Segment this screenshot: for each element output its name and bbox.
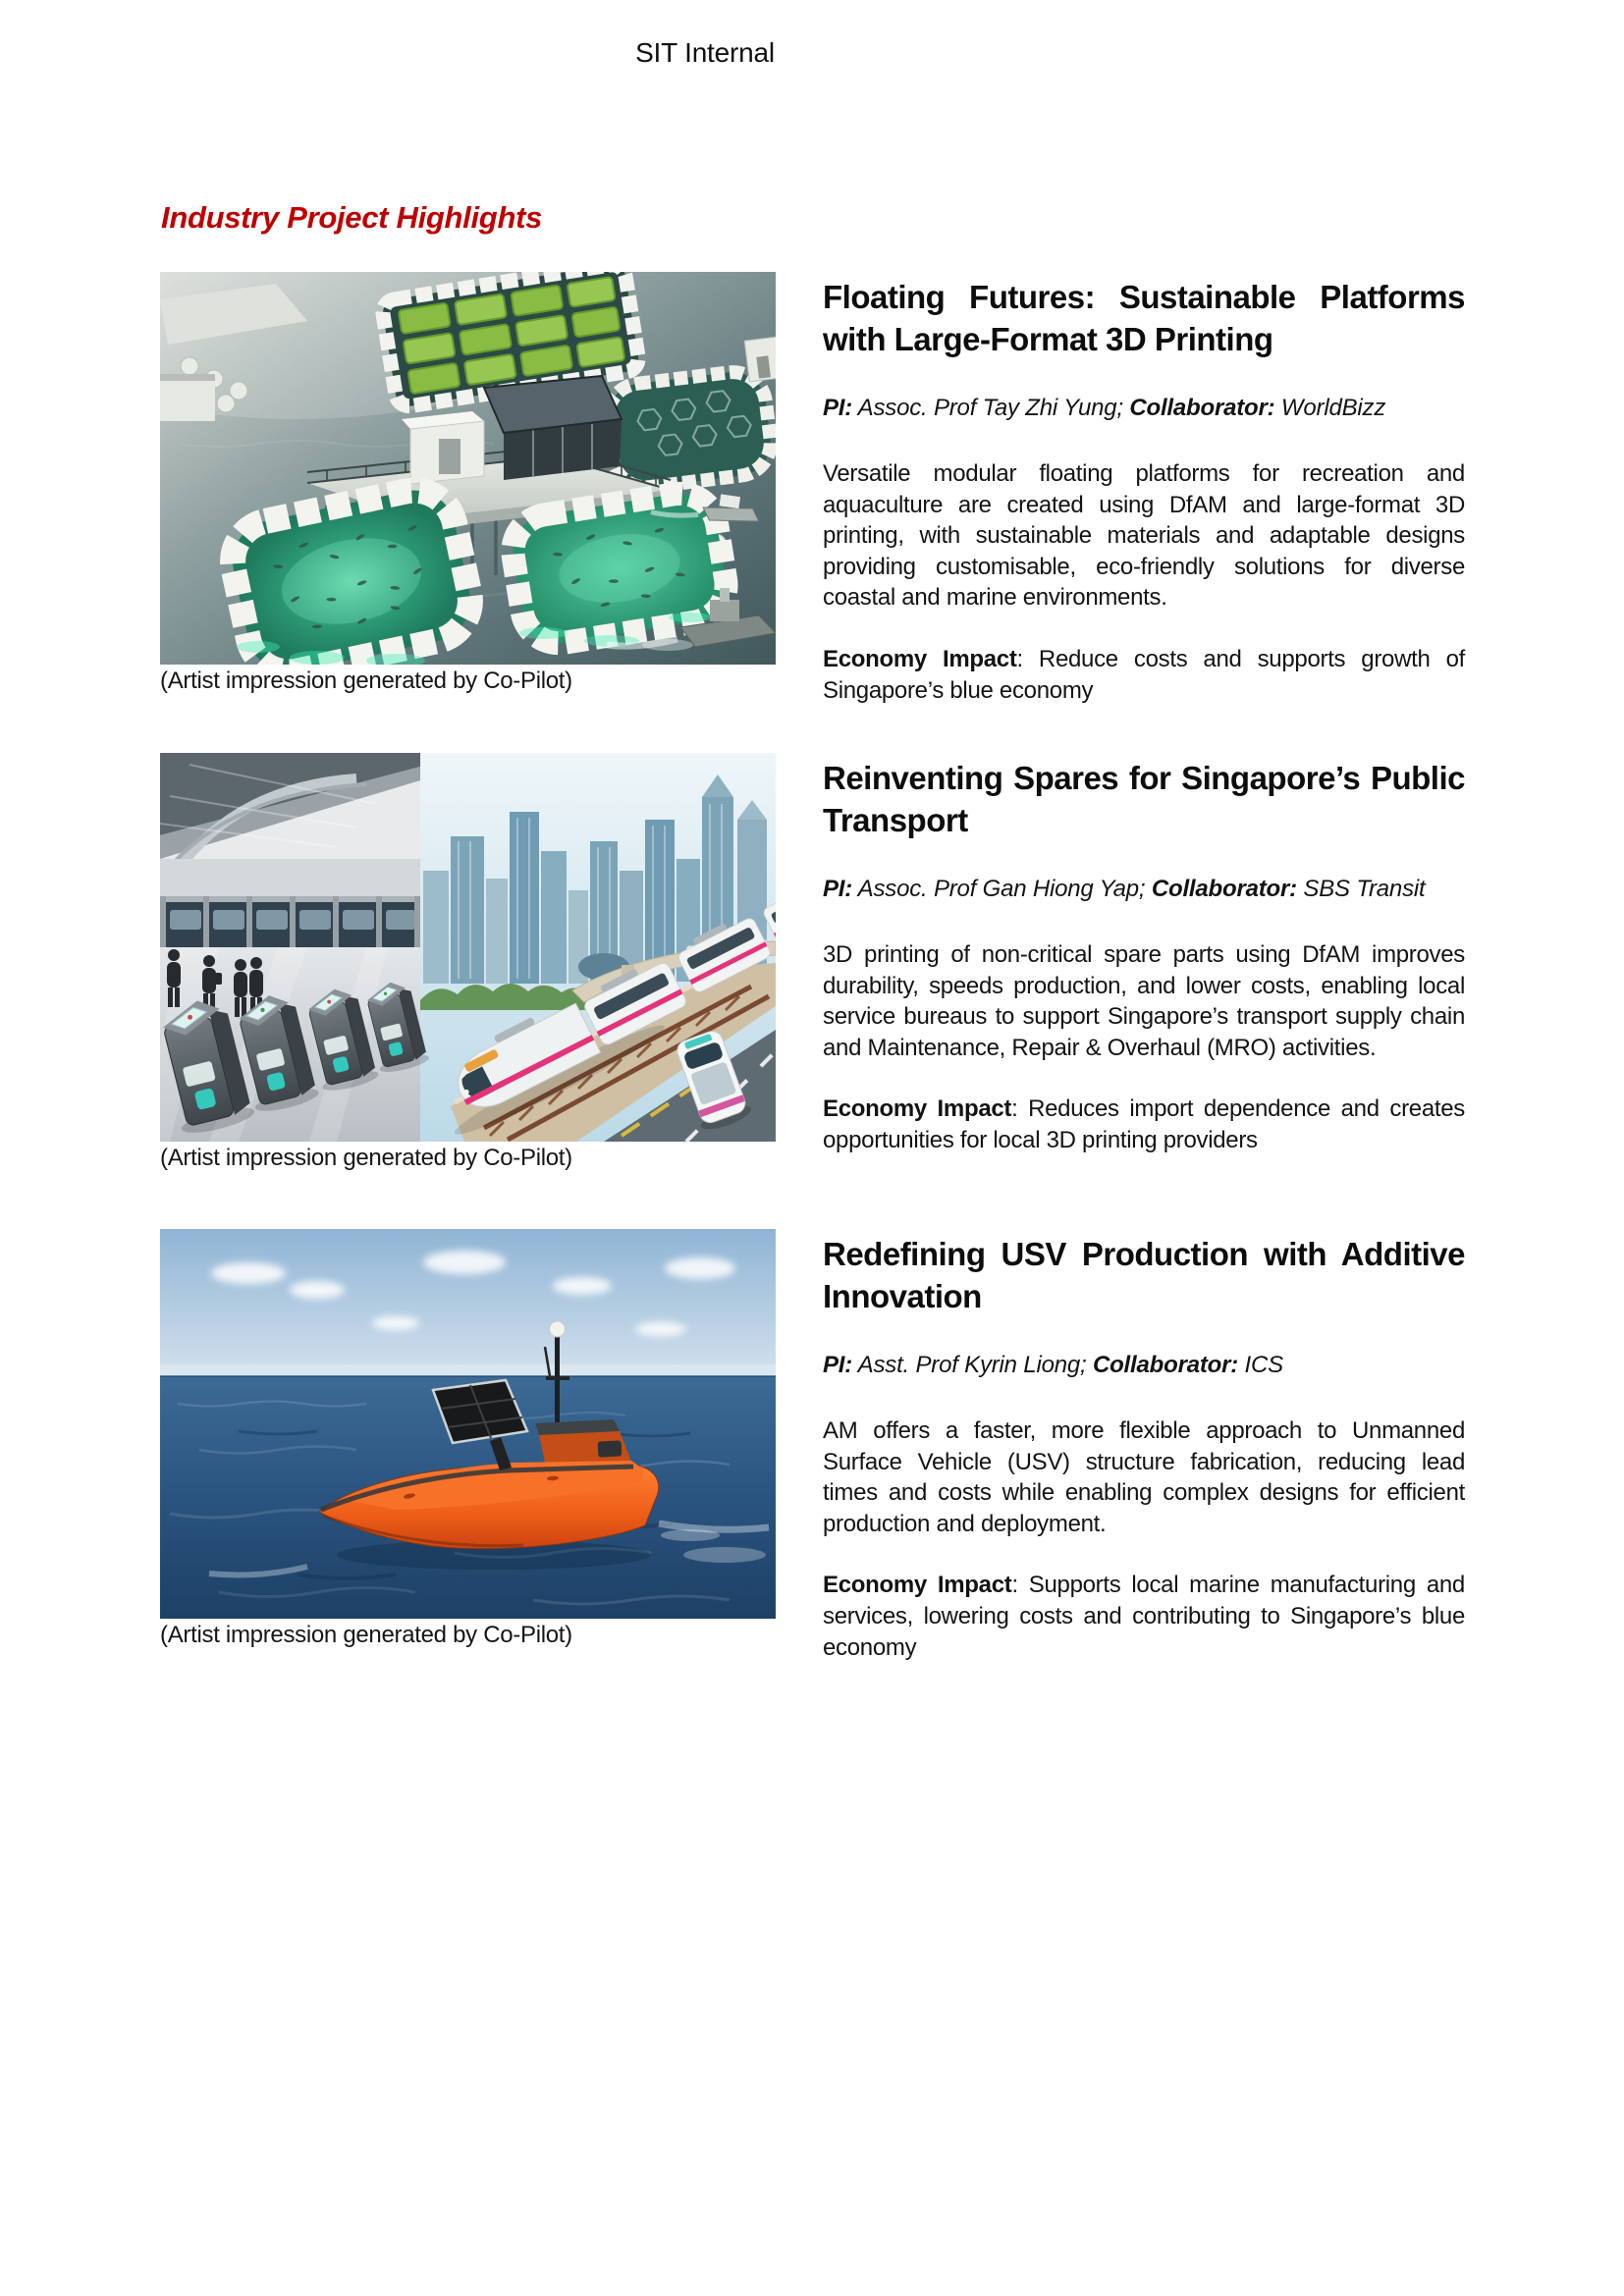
project-description: Versatile modular floating platforms for recreation and aquaculture are created using DfAM and large-format 3D printing, with sustainable materials and adaptable designs providing customisable, eco-friendly solutions for diverse coastal and marine environments. bbox=[823, 460, 1465, 612]
pi-line bbox=[823, 1351, 1465, 1380]
economy-impact-text: : Reduce costs and supports growth of Singapore’s blue economy bbox=[823, 645, 1465, 704]
floating-platforms-illustration bbox=[160, 272, 776, 665]
project-figure bbox=[160, 753, 776, 1173]
collaborator-value: ICS bbox=[1238, 1352, 1283, 1378]
page-header: SIT Internal bbox=[635, 37, 775, 68]
pi-label: PI: bbox=[823, 876, 853, 902]
project-content bbox=[823, 753, 1465, 1156]
economy-impact bbox=[823, 644, 1465, 706]
image-caption: (Artist impression generated by Co-Pilot) bbox=[160, 667, 572, 694]
pi-value: Assoc. Prof Tay Zhi Yung; bbox=[852, 395, 1130, 421]
project-description: 3D printing of non-critical spare parts using DfAM improves durability, speeds production, and lower costs, enabling local service bureaus to support Singapore’s transport supply chain and Maintenance, Repair & Overhaul (MRO) activities. bbox=[823, 941, 1465, 1061]
project-title-line2: with Large-Format 3D Printing bbox=[823, 321, 1273, 357]
project-title-line2: Transport bbox=[823, 802, 968, 838]
economy-impact-label: Economy Impact bbox=[823, 1572, 1012, 1599]
project-content bbox=[823, 272, 1465, 706]
pi-label: PI: bbox=[823, 395, 853, 421]
pi-value: Assoc. Prof Gan Hiong Yap; bbox=[852, 876, 1152, 902]
project-title-line1: Reinventing Spares for Singapore’s Public bbox=[823, 760, 1465, 796]
project-title-line2: Innovation bbox=[823, 1278, 982, 1314]
project-description: AM offers a faster, more flexible approach to Unmanned Surface Vehicle (USV) structure fabrication, reducing lead times and costs while enabling complex designs for efficient production and deployment. bbox=[823, 1417, 1465, 1537]
economy-impact-label: Economy Impact bbox=[823, 1095, 1012, 1123]
collaborator-value: WorldBizz bbox=[1274, 395, 1386, 421]
image-caption: (Artist impression generated by Co-Pilot) bbox=[160, 1145, 572, 1171]
usv-illustration bbox=[160, 1229, 776, 1619]
page-title: Industry Project Highlights bbox=[161, 200, 543, 235]
collaborator-label: Collaborator: bbox=[1151, 876, 1297, 902]
economy-impact bbox=[823, 1570, 1465, 1663]
collaborator-label: Collaborator: bbox=[1129, 395, 1275, 421]
pi-line bbox=[823, 875, 1465, 904]
economy-impact-label: Economy Impact bbox=[823, 645, 1017, 672]
project-title-line1: Floating Futures: Sustainable Platforms bbox=[823, 279, 1465, 315]
project-title bbox=[823, 276, 1465, 360]
project-title-line1: Redefining USV Production with Additive bbox=[823, 1236, 1465, 1272]
pi-label: PI: bbox=[823, 1352, 853, 1378]
project-title bbox=[823, 1233, 1465, 1317]
economy-impact bbox=[823, 1094, 1465, 1155]
pi-value: Asst. Prof Kyrin Liong; bbox=[852, 1352, 1093, 1378]
economy-impact-text: : Supports local marine manufacturing and services, lowering costs and contributing to Singapore’s blue economy bbox=[823, 1572, 1465, 1661]
public-transport-illustration bbox=[160, 753, 776, 1142]
economy-impact-text: : Reduces import dependence and creates opportunities for local 3D printing providers bbox=[823, 1095, 1465, 1153]
project-figure bbox=[160, 272, 776, 696]
project-title bbox=[823, 757, 1465, 841]
pi-line bbox=[823, 394, 1465, 423]
collaborator-label: Collaborator: bbox=[1092, 1352, 1239, 1378]
project-content bbox=[823, 1229, 1465, 1663]
image-caption: (Artist impression generated by Co-Pilot) bbox=[160, 1622, 572, 1648]
collaborator-value: SBS Transit bbox=[1296, 876, 1426, 902]
project-figure bbox=[160, 1229, 776, 1650]
